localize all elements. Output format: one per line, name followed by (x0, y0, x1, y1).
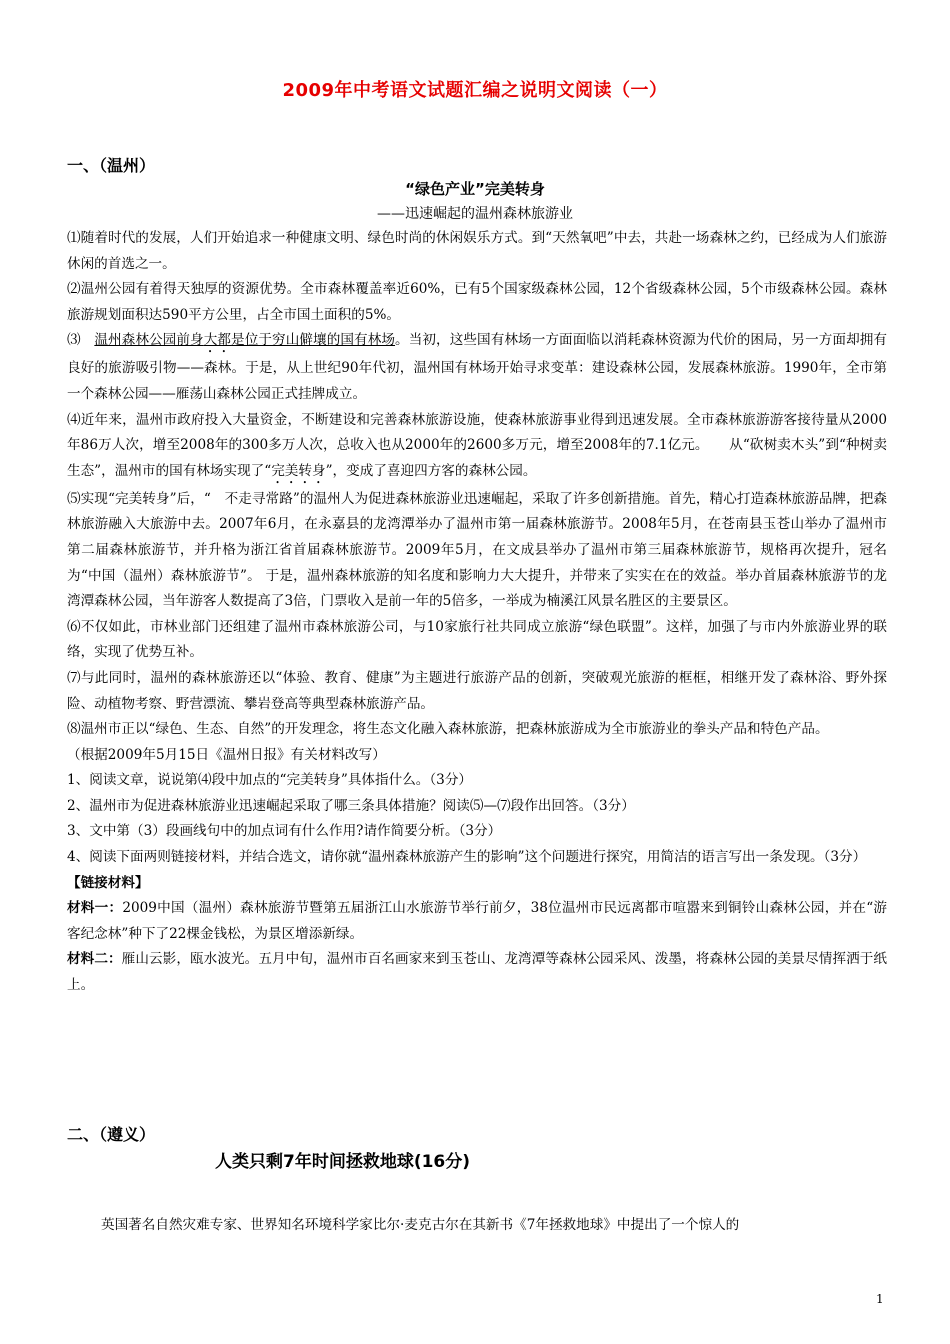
paragraph-3-rest: 。当初，这些国有林场一方面面临以消耗森林资源为代价的困局，另一方面却拥有良好的旅游吸引物——森林。于是，从上世纪90年代初，温州国有林场开始寻求变革：建设森林公园，发展森林旅游。1990年，全市第一个森林公园——雁荡山森林公园正式挂牌成立。 (67, 332, 888, 402)
paragraph-4 (67, 408, 887, 487)
underlined-sentence (94, 332, 395, 348)
question-3: 3、文中第（3）段画线句中的加点词有什么作用?请作简要分析。（3分） (67, 823, 502, 840)
material-1-label: 材料一： (67, 900, 123, 917)
page-number: 1 (876, 1292, 884, 1306)
material-2-label: 材料二： (67, 951, 122, 968)
paragraph-5: ⑸实现“完美转身”后，“ 不走寻常路”的温州人为促进森林旅游业迅速崛起，采取了许多创新措施。首先，精心打造森林旅游品牌，把森林旅游融入大旅游中去。2007年6月，在永嘉县的龙湾潭举办了温州市第一届森林旅游节。2008年5月，在苍南县玉苍山举办了温州市第二届森林旅游节，并升格为浙江省首届森林旅游节。2009年5月，在文成县举办了温州市第三届森林旅游节，规格再次提升，冠名为“中国（温州）森林旅游节”。 于是，温州森林旅游的知名度和影响力大大提升，并带来了实实在在的效益。举办首届森林旅游节的龙湾潭森林公园，当年游客人数提高了3倍，门票收入是前一年的5倍多，一举成为楠溪江风景名胜区的主要景区。 (67, 490, 887, 610)
section-2-heading: 二、（遵义） (67, 1125, 156, 1144)
article-2-title: 人类只剩7年时间拯救地球(16分) (215, 1152, 471, 1172)
article-1-body (67, 226, 887, 999)
underlined-sentence-part-2: 是位于穷山僻壤的国有林场 (231, 332, 396, 349)
section-1-heading: 一、（温州） (67, 156, 156, 175)
link-materials-heading: 【链接材料】 (67, 874, 149, 891)
source-note: （根据2009年5月15日《温州日报》有关材料改写） (67, 746, 386, 763)
question-1: 1、阅读文章，说说第⑷段中加点的“完美转身”具体指什么。（3分） (67, 772, 473, 789)
paragraph-6: ⑹不仅如此，市林业部门还组建了温州市森林旅游公司，与10家旅行社共同成立旅游“绿色联盟”。这样，加强了与市内外旅游业界的联络，实现了优势互补。 (67, 618, 887, 661)
question-4: 4、阅读下面两则链接材料，并结合选文，请你就“温州森林旅游产生的影响”这个问题进行探究，用简洁的语言写出一条发现。（3分） (67, 849, 867, 866)
document-title: 2009年中考语文试题汇编之说明文阅读（一） (282, 80, 668, 101)
article-2-intro: 英国著名自然灾难专家、世界知名环境科学家比尔·麦克古尔在其新书《7年拯救地球》中提出了一个惊人的 (101, 1217, 740, 1233)
article-1-title: “绿色产业”完美转身 (405, 180, 545, 198)
underlined-sentence-part-1: 温州森林公园前身 (94, 332, 204, 349)
dotted-word-perfect-turn: 完美转身 (271, 462, 326, 479)
material-1-text: 2009中国（温州）森林旅游节暨第五届浙江山水旅游节举行前夕，38位温州市民远离都市喧嚣来到铜铃山森林公园，并在“游客纪念林”种下了22棵金钱松，为景区增添新绿。 (67, 900, 888, 942)
paragraph-4-part-2: ”，变成了喜迎四方客的森林公园。 (325, 462, 537, 479)
material-1 (67, 896, 887, 947)
question-2: 2、温州市为促进森林旅游业迅速崛起采取了哪三条具体措施？阅读⑸—⑺段作出回答。（3分） (67, 797, 635, 814)
paragraph-8: ⑻温州市正以“绿色、生态、自然”的开发理念，将生态文化融入森林旅游，把森林旅游成为全市旅游业的拳头产品和特色产品。 (67, 721, 829, 738)
paragraph-4-part-1: ⑷近年来，温州市政府投入大量资金，不断建设和完善森林旅游设施，使森林旅游事业得到迅速发展。全市森林旅游游客接待量从2000年86万人次，增至2008年的300多万人次，总收入也从2000年的2600多万元，增至2008年的7.1亿元。 从“砍树卖木头”到“种树卖生态”，温州市的国有林场实现了“ (67, 411, 887, 479)
article-1-subtitle: ——迅速崛起的温州森林旅游业 (377, 206, 573, 222)
paragraph-1: ⑴随着时代的发展，人们开始追求一种健康文明、绿色时尚的休闲娱乐方式。到“天然氧吧”中去，共赴一场森林之约，已经成为人们旅游休闲的首选之一。 (67, 230, 887, 272)
material-2 (67, 947, 887, 998)
material-2-text: 雁山云影，瓯水波光。五月中旬，温州市百名画家来到玉苍山、龙湾潭等森林公园采风、泼墨，将森林公园的美景尽情挥洒于纸上。 (67, 951, 887, 994)
paragraph-3 (67, 328, 887, 407)
paragraph-3-number: ⑶ (67, 332, 81, 349)
paragraph-2: ⑵温州公园有着得天独厚的资源优势。全市森林覆盖率近60%，已有5个国家级森林公园，12个省级森林公园，5个市级森林公园。森林旅游规划面积达590平方公里，占全市国土面积的5%。 (67, 281, 887, 323)
paragraph-7: ⑺与此同时，温州的森林旅游还以“体验、教育、健康”为主题进行旅游产品的创新，突破观光旅游的框框，相继开发了森林浴、野外探险、动植物考察、野营漂流、攀岩登高等典型森林旅游产品。 (67, 669, 887, 712)
dotted-word-dadu: 大都 (203, 332, 232, 349)
